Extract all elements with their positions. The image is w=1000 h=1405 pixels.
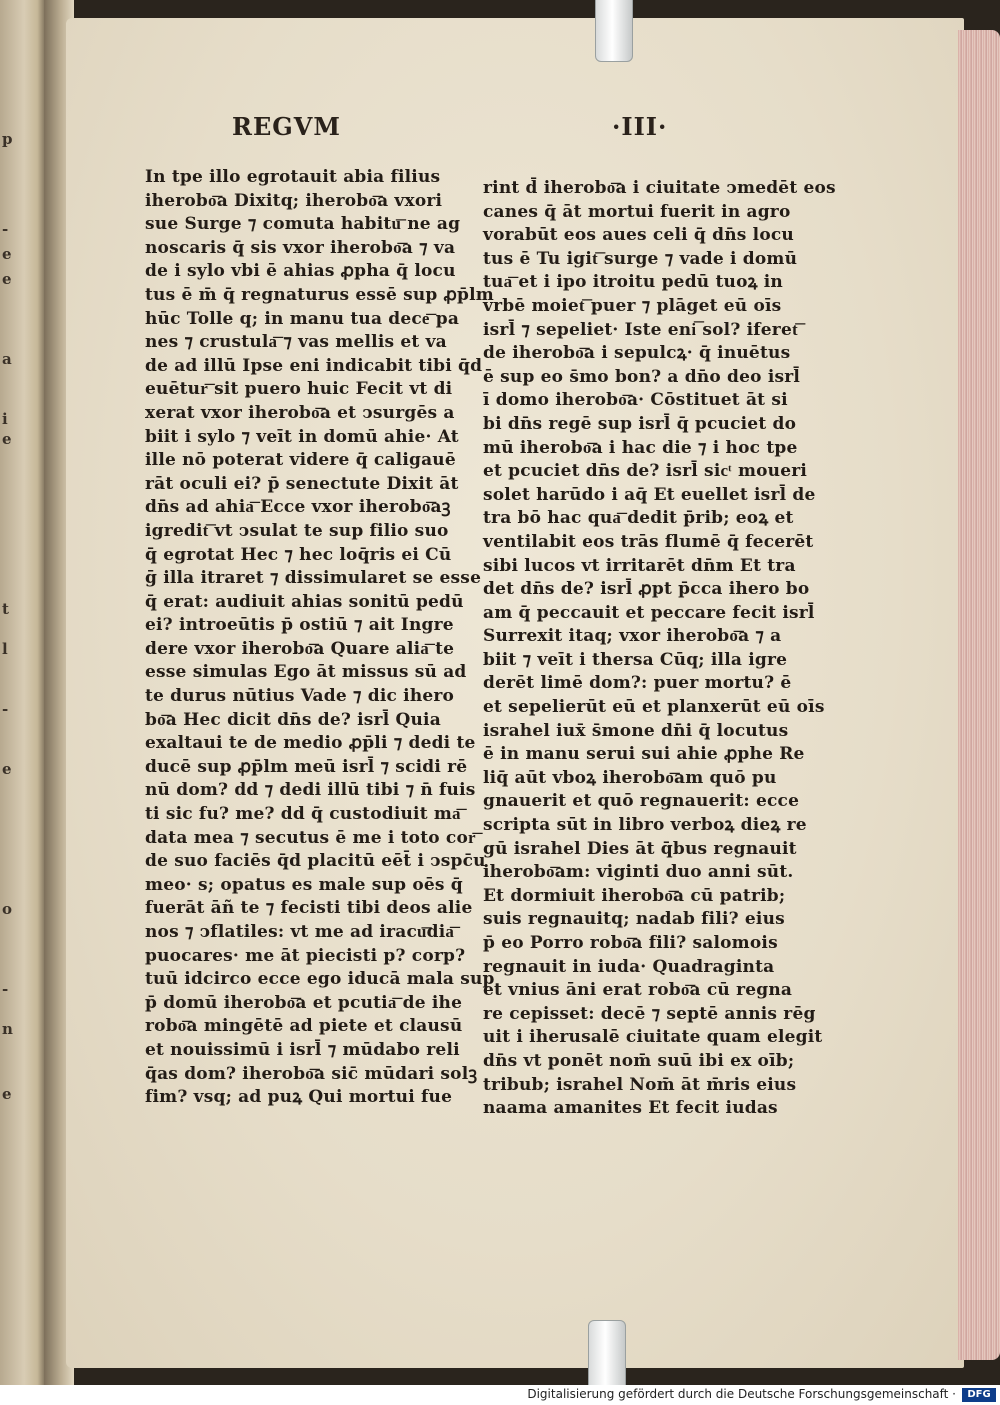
text-line: fuerāt āñ te ⁊ fecisti tibi deos alie — [145, 898, 473, 919]
text-line: de ad illū Ipse eni indicabit tibi q̄d — [145, 355, 483, 376]
text-line: ei? introeūtis p̄ ostiū ⁊ ait Ingre — [145, 615, 454, 636]
text-line: tribub; israhel Nom̄ āt m̄ris eius — [483, 1074, 797, 1095]
margin-fragment: p — [2, 130, 13, 148]
text-line: q̄ erat: audiuit ahias sonitū pedū — [145, 591, 464, 612]
dfg-logo: DFG — [962, 1388, 996, 1402]
margin-fragment: a — [2, 350, 12, 368]
margin-fragment: e — [2, 1085, 12, 1103]
running-header-left: REGVM — [232, 112, 341, 141]
text-line: vorabūt eos aues celi q̄ dn̄s locu — [483, 225, 794, 246]
text-line: puocares· me āt piecisti p? corp? — [145, 945, 466, 966]
text-line: biit ⁊ veīt i thersa Cūq; illa igre — [483, 649, 788, 670]
left-text-column — [145, 166, 495, 1110]
text-line: iherobo͞am: viginti duo anni sūt. — [483, 862, 794, 883]
text-line: rint d̄ iherobo͞a i ciuitate ↄmedēt eos — [483, 178, 836, 198]
text-line: data mea ⁊ secutus ē me i toto cor͞ — [145, 827, 476, 848]
text-line: dn̄s ad ahia͞ Ecce vxor iherobo͞aꝫ — [145, 497, 451, 518]
text-line: solet harūdo i aq̄ Et euellet isrl̄ de — [483, 484, 816, 505]
text-line: sibi lucos vt irritarēt dn̄m Et tra — [483, 555, 796, 576]
text-line: gū israhel Dies āt q̄bus regnauit — [483, 838, 797, 859]
text-line: de iherobo͞a i sepulcꝝ· q̄ inuētus — [483, 343, 791, 364]
footer-bar — [0, 1385, 1000, 1405]
text-line: In tpe illo egrotauit abia filius — [145, 167, 441, 187]
text-line: dere vxor iherobo͞a Quare alia͞ te — [145, 638, 455, 659]
text-line: esse simulas Ego āt missus sū ad — [145, 662, 467, 683]
text-line: isrl̄ ⁊ sepeliet· Iste eni͞ sol? iferet͞ — [483, 319, 798, 340]
text-line: tus ē Tu igit͞ surge ⁊ vade i domū — [483, 248, 798, 269]
text-line: re cepisset: decē ⁊ septē annis rēg — [483, 1003, 816, 1024]
text-line: vrbē moiet͞ puer ⁊ plāget eū oīs — [483, 295, 782, 316]
text-line: nū dom? dd ⁊ dedi illū tibi ⁊ n̄ fuis — [145, 780, 476, 801]
text-line: igredit͞ vt ↄsulat te sup filio suo — [145, 520, 449, 541]
text-line: et sepelierūt eū et planxerūt eū oīs — [483, 697, 825, 718]
text-line: gnauerit et quō regnauerit: ecce — [483, 791, 800, 812]
margin-fragment: e — [2, 270, 12, 288]
text-line: te durus nūtius Vade ⁊ dic ihero — [145, 686, 455, 707]
text-line: q̄as dom? iherobo͞a sic̄ mūdari solꝫ — [145, 1063, 478, 1084]
text-line: de suo faciēs q̄d placitū eēt̄ i ↄspc̄u — [145, 851, 486, 872]
margin-fragment: e — [2, 245, 12, 263]
page-edges — [958, 30, 1000, 1360]
text-line: ti sic fu? me? dd q̄ custodiuit ma͞ — [145, 804, 461, 825]
text-line: suis regnauitq; nadab fili? eius — [483, 909, 785, 930]
text-line: et nouissimū i isrl̄ ⁊ mūdabo reli — [145, 1039, 460, 1060]
text-line: israhel iux̄ s̄mone dn̄i q̄ locutus — [483, 720, 789, 741]
text-line: liq̄ aūt vboꝝ iherobo͞am quō pu — [483, 767, 777, 788]
text-line: naama amanites Et fecit iudas — [483, 1098, 778, 1119]
text-line: de i sylo vbi ē ahias ꝓpha q̄ locu — [145, 261, 456, 282]
text-line: bi dn̄s regē sup isrl̄ q̄ pcuciet do — [483, 413, 797, 434]
text-line: ille nō poterat videre q̄ caligauē — [145, 450, 456, 471]
text-line: regnauit in iuda· Quadraginta — [483, 956, 775, 977]
margin-fragment: l — [2, 640, 8, 658]
text-line: nes ⁊ crustula͞ ⁊ vas mellis et va — [145, 332, 447, 353]
text-line: canes q̄ āt mortui fuerit in agro — [483, 201, 791, 222]
funding-notice: Digitalisierung gefördert durch die Deutsche Forschungsgemeinschaft · — [527, 1387, 956, 1401]
running-header-right: ·III· — [612, 112, 668, 141]
facing-page-edge — [0, 0, 44, 1385]
text-line: Surrexit itaq; vxor iherobo͞a ⁊ a — [483, 626, 782, 647]
text-line: Et dormiuit iherobo͞a cū patrib; — [483, 885, 786, 906]
text-line: scripta sūt in libro verboꝝ dieꝝ re — [483, 815, 807, 836]
margin-fragment: - — [2, 220, 9, 238]
text-line: et vnius āni erat robo͞a cū regna — [483, 980, 793, 1001]
text-line: hūc Tolle q; in manu tua dece͞ pa — [145, 308, 460, 329]
text-line: exaltaui te de medio ꝓp̄li ⁊ dedi te — [145, 733, 476, 754]
text-line: am q̄ peccauit et peccare fecit isrl̄ — [483, 602, 815, 623]
text-line: ducē sup ꝓp̄lm meū isrl̄ ⁊ scidi rē — [145, 756, 468, 777]
text-line: tuū idcirco ecce ego iducā mala sup — [145, 969, 495, 990]
text-line: sue Surge ⁊ comuta habitu͞ ne ag — [145, 214, 461, 235]
text-line: biit i sylo ⁊ veīt in domū ahie· At — [145, 426, 459, 447]
text-line: noscaris q̄ sis vxor iherobo͞a ⁊ va — [145, 237, 456, 258]
text-line: nos ⁊ ↄflatiles: vt me ad iracu͞dia͞ — [145, 922, 455, 942]
text-line: dn̄s vt ponēt nom̄ suū ibi ex oīb; — [483, 1050, 795, 1071]
margin-fragment: i — [2, 410, 8, 428]
margin-fragment: e — [2, 760, 12, 778]
text-line: ventilabit eos trās flumē q̄ fecerēt — [483, 531, 814, 552]
text-line: p̄ domū iherobo͞a et pcutia͞ de ihe — [145, 992, 463, 1013]
margin-fragment: t — [2, 600, 9, 618]
margin-fragment: e — [2, 430, 12, 448]
text-line: bo͞a Hec dicit dn̄s de? isrl̄ Quia — [145, 709, 441, 730]
text-line: rāt oculi ei? p̄ senectute Dixit āt — [145, 473, 459, 494]
text-line: robo͞a mingētē ad piete et clausū — [145, 1016, 463, 1037]
text-line: ē sup eo s̄mo bon? a dn̄o deo isrl̄ — [483, 366, 801, 387]
text-line: tus ē m̄ q̄ regnaturus essē sup ꝓp̄lm — [145, 284, 494, 305]
text-line: uit i iherusalē ciuitate quam elegit — [483, 1027, 823, 1048]
text-line: iherobo͞a Dixitq; iherobo͞a vxori — [145, 190, 443, 211]
text-line: meo· s; opatus es male sup oēs q̄ — [145, 874, 463, 895]
text-line: ḡ illa itraret ⁊ dissimularet se esse — [145, 568, 482, 589]
margin-fragment: - — [2, 700, 9, 718]
margin-fragment: n — [2, 1020, 13, 1038]
right-text-column — [483, 177, 836, 1121]
margin-fragment: - — [2, 980, 9, 998]
text-line: euētur͞ sit puero huic Fecit vt di — [145, 379, 453, 400]
text-line: xerat vxor iherobo͞a et ↄsurgēs a — [145, 402, 455, 423]
text-line: q̄ egrotat Hec ⁊ hec loq̄ris ei Cū — [145, 544, 452, 565]
text-line: tua͞ et i ipo itroitu pedū tuoꝝ in — [483, 272, 783, 293]
text-line: ē in manu serui sui ahie ꝓphe Re — [483, 744, 805, 765]
text-line: et pcuciet dn̄s de? isrl̄ sicͭ moueri — [483, 461, 808, 482]
margin-fragment: o — [2, 900, 13, 918]
text-line: p̄ eo Porro robo͞a fili? salomois — [483, 933, 778, 953]
bottom-clip — [588, 1320, 626, 1385]
text-line: det dn̄s de? isrl̄ ꝓpt p̄cca ihero bo — [483, 579, 810, 600]
text-line: fim? vsq; ad puꝝ Qui mortui fue — [145, 1087, 453, 1108]
text-line: mū iherobo͞a i hac die ⁊ i hoc tpe — [483, 437, 798, 458]
text-line: tra bō hac qua͞ dedit p̄rib; eoꝝ et — [483, 508, 794, 529]
text-line: ī domo iherobo͞a· Cōstituet āt si — [483, 390, 788, 411]
top-clip — [595, 0, 633, 62]
text-line: derēt limē dom?: puer mortu? ē — [483, 673, 792, 694]
